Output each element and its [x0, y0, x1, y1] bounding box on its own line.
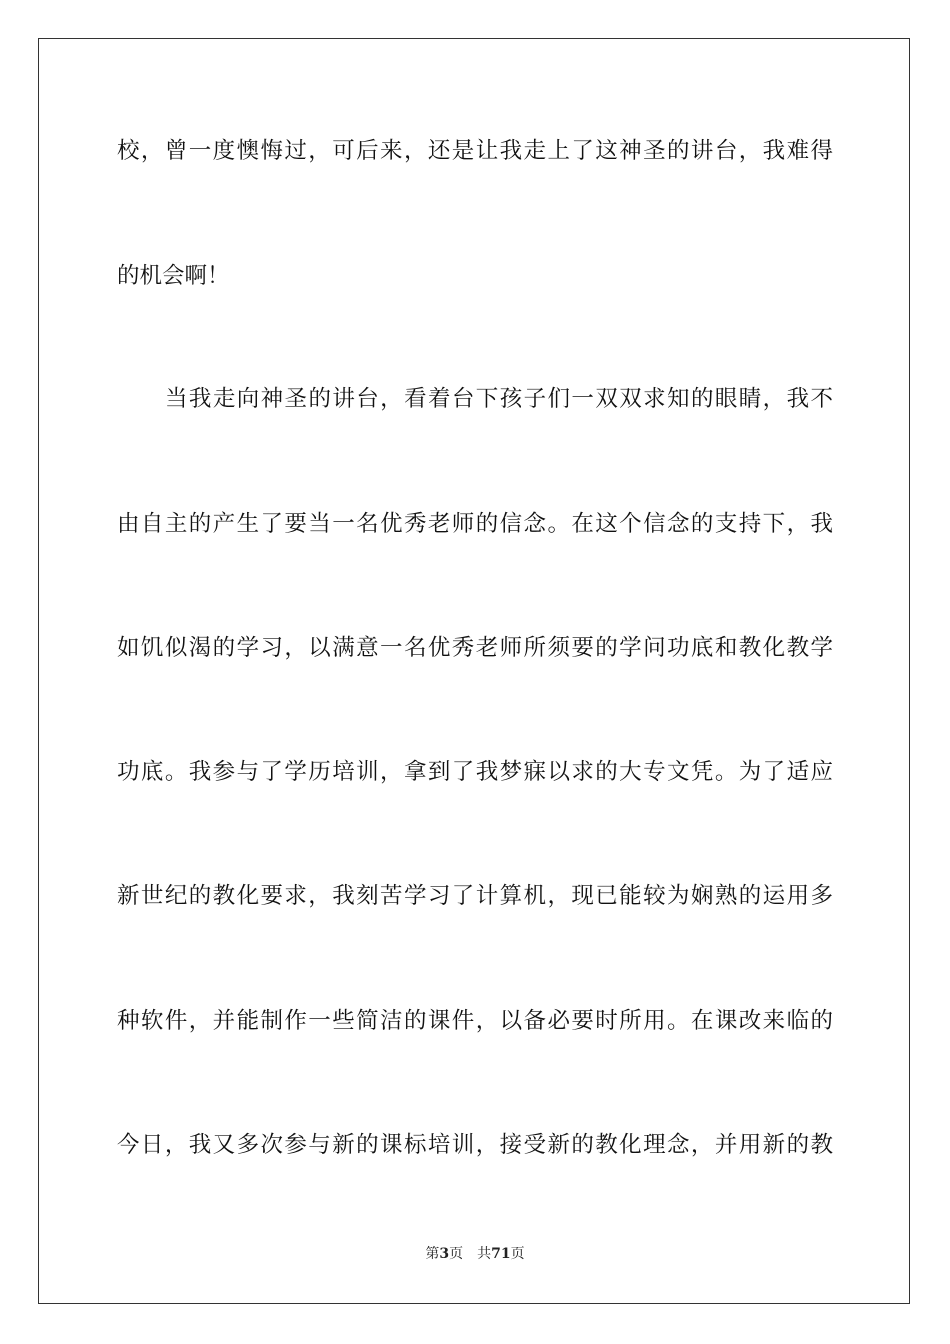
- page-footer: [0, 1245, 950, 1263]
- text-line: 由自主的产生了要当一名优秀老师的信念。在这个信念的支持下，我: [117, 511, 833, 537]
- text-line: 今日，我又多次参与新的课标培训，接受新的教化理念，并用新的教: [117, 1132, 833, 1158]
- text-line: 如饥似渴的学习，以满意一名优秀老师所须要的学问功底和教化教学: [117, 635, 833, 661]
- total-pages: 71: [491, 1246, 511, 1262]
- page-border: [38, 38, 910, 1304]
- paragraph-first-line: 当我走向神圣的讲台，看着台下孩子们一双双求知的眼睛，我不: [165, 386, 833, 412]
- total-prefix: 共: [477, 1246, 492, 1262]
- page-number: 3: [439, 1246, 450, 1262]
- page-suffix: 页: [449, 1246, 464, 1262]
- total-suffix: 页: [510, 1246, 525, 1262]
- text-line: 新世纪的教化要求，我刻苦学习了计算机，现已能较为娴熟的运用多: [117, 883, 833, 909]
- text-line: 校，曾一度懊悔过，可后来，还是让我走上了这神圣的讲台，我难得: [117, 138, 833, 164]
- text-line: 的机会啊！: [117, 263, 230, 289]
- text-line: 种软件，并能制作一些简洁的课件，以备必要时所用。在课改来临的: [117, 1008, 833, 1034]
- page-prefix: 第: [425, 1246, 440, 1262]
- text-line: 功底。我参与了学历培训，拿到了我梦寐以求的大专文凭。为了适应: [117, 759, 833, 785]
